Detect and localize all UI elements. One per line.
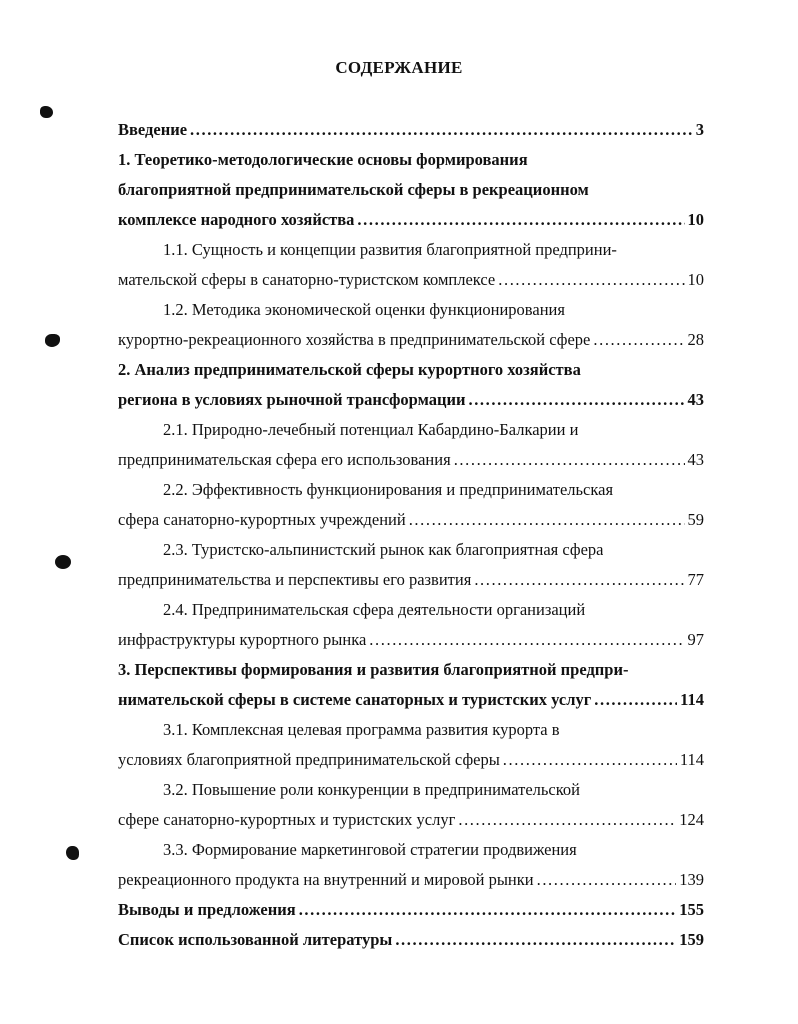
toc-page-number: 155 [679, 900, 704, 919]
leader-dots [357, 205, 684, 235]
toc-page-number: 43 [687, 390, 704, 409]
toc-section-1-1-line-2[interactable] [118, 265, 704, 295]
toc-page-number: 114 [680, 690, 704, 709]
page-title: СОДЕРЖАНИЕ [335, 58, 463, 77]
toc-entry-label: нимательской сферы в системе санаторных и туристских услуг [118, 690, 592, 709]
toc-entry-label: сфере санаторно-курортных и туристских услуг [118, 810, 456, 829]
toc-section-1-2-line-1[interactable]: 1.2. Методика экономической оценки функционирования [163, 300, 565, 319]
toc-page-number: 139 [679, 870, 704, 889]
toc-entry-label: рекреационного продукта на внутренний и мировой рынки [118, 870, 534, 889]
punch-hole-mark [55, 555, 71, 569]
leader-dots [468, 385, 684, 415]
toc-entry-label: Выводы и предложения [118, 900, 296, 919]
toc-page-number: 114 [679, 750, 704, 769]
leader-dots [458, 805, 676, 835]
leader-dots [369, 625, 684, 655]
toc-chapter-3-line-2[interactable] [118, 685, 704, 715]
toc-section-3-2-line-2[interactable] [118, 805, 704, 835]
leader-dots [409, 505, 685, 535]
toc-page-number: 97 [687, 630, 704, 649]
toc-page-number: 77 [687, 570, 704, 589]
toc-section-2-2-line-1[interactable]: 2.2. Эффективность функционирования и предпринимательская [163, 480, 614, 499]
toc-section-3-3-line-2[interactable] [118, 865, 704, 895]
toc-section-3-2-line-1[interactable]: 3.2. Повышение роли конкуренции в предпринимательской [163, 780, 581, 799]
toc-section-2-3-line-2[interactable] [118, 565, 704, 595]
toc-entry-label: Список использованной литературы [118, 930, 393, 949]
toc-entry-label: сфера санаторно-курортных учреждений [118, 510, 406, 529]
toc-page-number: 28 [687, 330, 704, 349]
toc-section-1-2-line-2[interactable] [118, 325, 704, 355]
toc-entry-label: комплексе народного хозяйства [118, 210, 355, 229]
leader-dots [454, 445, 685, 475]
toc-chapter-1-line-1[interactable]: 1. Теоретико-методологические основы формирования [118, 150, 528, 169]
toc-chapter-3-line-1[interactable]: 3. Перспективы формирования и развития благоприятной предпри- [118, 660, 629, 679]
toc-section-2-2-line-2[interactable] [118, 505, 704, 535]
toc-page-number: 159 [679, 930, 704, 949]
toc-section-3-1-line-2[interactable] [118, 745, 704, 775]
toc-section-1-1-line-1[interactable]: 1.1. Сущность и концепции развития благоприятной предприни- [163, 240, 617, 259]
leader-dots [537, 865, 677, 895]
toc-entry-label: мательской сферы в санаторно-туристском комплексе [118, 270, 496, 289]
leader-dots [593, 325, 684, 355]
leader-dots [474, 565, 684, 595]
toc-entry-label: курортно-рекреационного хозяйства в предпринимательской сфере [118, 330, 591, 349]
toc-page-number: 124 [679, 810, 704, 829]
punch-hole-mark [40, 106, 53, 118]
toc-chapter-2-line-1[interactable]: 2. Анализ предпринимательской сферы курортного хозяйства [118, 360, 581, 379]
toc-entry-label: региона в условиях рыночной трансформации [118, 390, 466, 409]
leader-dots [498, 265, 684, 295]
toc-section-3-3-line-1[interactable]: 3.3. Формирование маркетинговой стратегии продвижения [163, 840, 577, 859]
toc-chapter-2-line-2[interactable] [118, 385, 704, 415]
leader-dots [594, 685, 677, 715]
toc-section-2-4-line-2[interactable] [118, 625, 704, 655]
toc-chapter-1-line-2[interactable]: благоприятной предпринимательской сферы в рекреационном [118, 180, 589, 199]
toc-section-2-1-line-2[interactable] [118, 445, 704, 475]
toc-entry-label: инфраструктуры курортного рынка [118, 630, 367, 649]
toc-chapter-1-line-3[interactable] [118, 205, 704, 235]
toc-entry-label: предпринимательская сфера его использования [118, 450, 451, 469]
toc-page-number: 43 [687, 450, 704, 469]
toc-section-3-1-line-1[interactable]: 3.1. Комплексная целевая программа развития курорта в [163, 720, 560, 739]
toc-entry-label: Введение [118, 120, 188, 139]
toc-section-2-4-line-1[interactable]: 2.4. Предпринимательская сфера деятельности организаций [163, 600, 586, 619]
toc-entry-references[interactable] [118, 925, 704, 955]
toc-page-number: 59 [687, 510, 704, 529]
toc-entry-conclusions[interactable] [118, 895, 704, 925]
toc-page-number: 10 [687, 270, 704, 289]
leader-dots [395, 925, 676, 955]
punch-hole-mark [66, 846, 79, 860]
punch-hole-mark [45, 334, 60, 347]
toc-page-number: 3 [695, 120, 704, 139]
leader-dots [503, 745, 677, 775]
toc-entry-introduction[interactable] [118, 115, 704, 145]
toc-entry-label: условиях благоприятной предпринимательской сферы [118, 750, 500, 769]
leader-dots [299, 895, 677, 925]
toc-entry-label: предпринимательства и перспективы его развития [118, 570, 472, 589]
toc-page-number: 10 [687, 210, 704, 229]
toc-section-2-3-line-1[interactable]: 2.3. Туристско-альпинистский рынок как благоприятная сфера [163, 540, 604, 559]
leader-dots [190, 115, 693, 145]
toc-section-2-1-line-1[interactable]: 2.1. Природно-лечебный потенциал Кабардино-Балкарии и [163, 420, 579, 439]
